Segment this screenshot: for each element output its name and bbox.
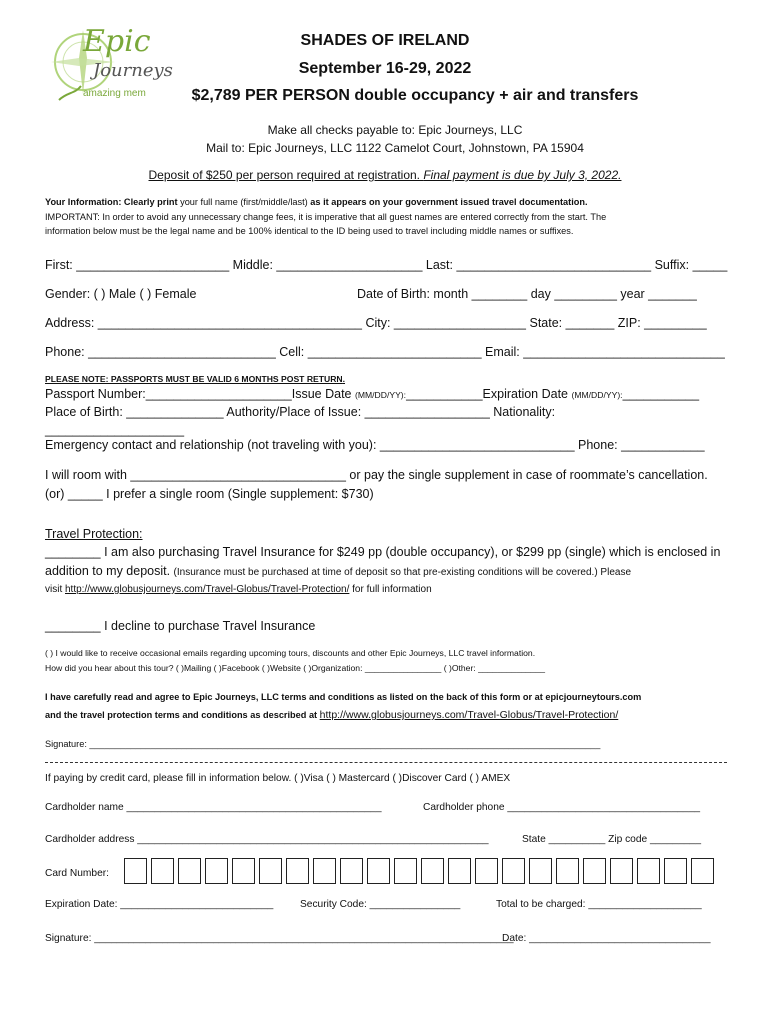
card-digit-box[interactable] [583,858,606,884]
passport-number-row[interactable] [45,387,699,401]
card-digit-box[interactable] [259,858,282,884]
passport-number-label: Passport Number: [45,387,146,401]
card-number-boxes[interactable] [124,858,718,884]
insurance-visit-row [45,584,432,595]
single-room-row[interactable]: (or) _____ I prefer a single room (Single supplement: $730) [45,487,374,501]
info-line-2: IMPORTANT: In order to avoid any unnecessary change fees, it is imperative that all guest names are entered correctly from the start. The [45,212,607,222]
expiration-date-label: Expiration Date [482,387,572,401]
info-mid: your full name (first/middle/last) [177,197,311,207]
info-line-1 [45,197,588,207]
phone-fields-row[interactable]: Phone: ___________________________ Cell: _________________________ Email: _____________________________ [45,345,725,359]
card-digit-box[interactable] [502,858,525,884]
logo-brand-bottom: Journeys [93,60,173,81]
card-digit-box[interactable] [313,858,336,884]
agree-protection-link[interactable]: http://www.globusjourneys.com/Travel-Globus/Travel-Protection/ [319,709,619,721]
final-payment-text: Final payment is due by July 3, 2022. [423,168,622,182]
expiration-field[interactable]: Expiration Date: ___________________________ [45,899,274,910]
card-digit-box[interactable] [448,858,471,884]
cardholder-phone-field[interactable]: Cardholder phone __________________________________ [423,802,701,813]
nationality-field[interactable]: ____________________ [45,423,185,437]
card-digit-box[interactable] [286,858,309,884]
card-digit-box[interactable] [394,858,417,884]
travel-protection-heading: Travel Protection: [45,527,143,541]
cardholder-name-field[interactable]: Cardholder name _____________________________________________ [45,802,382,813]
issue-date-label: Issue Date [291,387,355,401]
issue-date-field[interactable]: ___________ [406,387,483,401]
card-digit-box[interactable] [475,858,498,884]
logo-brand-top: Epic [83,24,151,59]
card-digit-box[interactable] [124,858,147,884]
card-type-row[interactable]: If paying by credit card, please fill in information below. ( )Visa ( ) Mastercard ( )Discover Card ( ) AMEX [45,773,511,784]
info-lead: Your Information: Clearly print [45,197,178,207]
expiration-date-format: (MM/DD/YY): [571,390,623,400]
expiration-date-field[interactable]: ___________ [622,387,700,401]
card-digit-box[interactable] [178,858,201,884]
insurance-note-b: (Insurance must be purchased at time of deposit so that pre-existing conditions will be covered.) Please [173,567,632,578]
insurance-note-row [45,564,631,578]
info-line-3: information below must be the legal name and be 100% identical to the ID being used to travel including middle names or suffixes. [45,226,574,236]
card-number-label: Card Number: [45,868,109,879]
card-digit-box[interactable] [367,858,390,884]
gender-field[interactable]: Gender: ( ) Male ( ) Female [45,287,197,301]
security-code-field[interactable]: Security Code: ________________ [300,899,461,910]
passport-note-text: PLEASE NOTE: PASSPORTS MUST BE VALID 6 MONTHS POST RETURN [45,374,343,384]
deposit-line [0,168,770,182]
tour-price: $2,789 PER PERSON double occupancy + air and transfers [191,87,639,104]
card-digit-box[interactable] [637,858,660,884]
logo-tagline: amazing mem [83,88,146,99]
cardholder-address-field[interactable]: Cardholder address ______________________________________________________________ [45,834,489,845]
payable-line: Make all checks payable to: Epic Journeys, LLC [267,123,523,137]
card-digit-box[interactable] [232,858,255,884]
info-tail: as it appears on your government issued travel documentation. [310,197,588,207]
card-digit-box[interactable] [610,858,633,884]
passport-note: PLEASE NOTE: PASSPORTS MUST BE VALID 6 MONTHS POST RETURN. [45,374,346,384]
mail-line: Mail to: Epic Journeys, LLC 1122 Camelot Court, Johnstown, PA 15904 [206,141,584,155]
dob-field[interactable]: Date of Birth: month ________ day _________ year _______ [357,287,697,301]
state-zip-field[interactable]: State __________ Zip code _________ [522,834,702,845]
card-digit-box[interactable] [556,858,579,884]
tour-dates: September 16-29, 2022 [298,60,472,77]
issue-date-format: (MM/DD/YY): [354,390,407,400]
agree-text: and the travel protection terms and conditions as described at [45,710,320,720]
tour-title: SHADES OF IRELAND [300,32,470,49]
agree-line-2 [45,709,618,721]
roommate-row[interactable]: I will room with _______________________________ or pay the single supplement in case of roommate’s cancellation. [45,468,708,482]
travel-protection-link[interactable]: http://www.globusjourneys.com/Travel-Globus/Travel-Protection/ [65,584,350,595]
card-digit-box[interactable] [205,858,228,884]
insurance-note-a: addition to my deposit. [45,564,174,578]
signature-field[interactable]: Signature: ____________________________________________________________________________________________________ [45,739,601,749]
card-digit-box[interactable] [529,858,552,884]
card-digit-box[interactable] [664,858,687,884]
visit-text: visit [45,584,65,595]
address-fields-row[interactable]: Address: ______________________________________ City: ___________________ State: _______ ZIP: _________ [45,316,707,330]
name-fields-row[interactable]: First: ______________________ Middle: _____________________ Last: ____________________________ Suffix: _____ [45,258,728,272]
insurance-purchase-row[interactable]: ________ I am also purchasing Travel Insurance for $249 pp (double occupancy), or $299 pp (single) which is enclosed in [45,545,721,559]
decline-insurance-row[interactable]: ________ I decline to purchase Travel Insurance [45,619,316,633]
email-optin-row[interactable]: ( ) I would like to receive occasional emails regarding upcoming tours, discounts and other Epic Journeys, LLC travel information. [45,648,536,658]
card-digit-box[interactable] [340,858,363,884]
card-digit-box[interactable] [151,858,174,884]
referral-source-row[interactable]: How did you hear about this tour? ( )Mailing ( )Facebook ( )Website ( )Organization: ________________ ( )Other: ______________ [45,663,546,673]
place-of-birth-row[interactable]: Place of Birth: ______________ Authority/Place of Issue: __________________ Nationality: [45,405,556,419]
emergency-contact-row[interactable]: Emergency contact and relationship (not traveling with you): ____________________________ Phone: ____________ [45,438,705,452]
full-info-text: for full information [349,584,432,595]
deposit-text: Deposit of $250 per person required at registration. [148,168,424,182]
passport-number-field[interactable]: _____________________ [145,387,292,401]
card-digit-box[interactable] [691,858,714,884]
agree-line-1: I have carefully read and agree to Epic Journeys, LLC terms and conditions as listed on the back of this form or at epicjourneytours.com [45,692,642,702]
card-date-field[interactable]: Date: ________________________________ [502,933,711,944]
card-signature-field[interactable]: Signature: __________________________________________________________________________ [45,933,514,944]
cut-divider [45,762,727,763]
card-digit-box[interactable] [421,858,444,884]
total-charged-field[interactable]: Total to be charged: ____________________ [496,899,702,910]
